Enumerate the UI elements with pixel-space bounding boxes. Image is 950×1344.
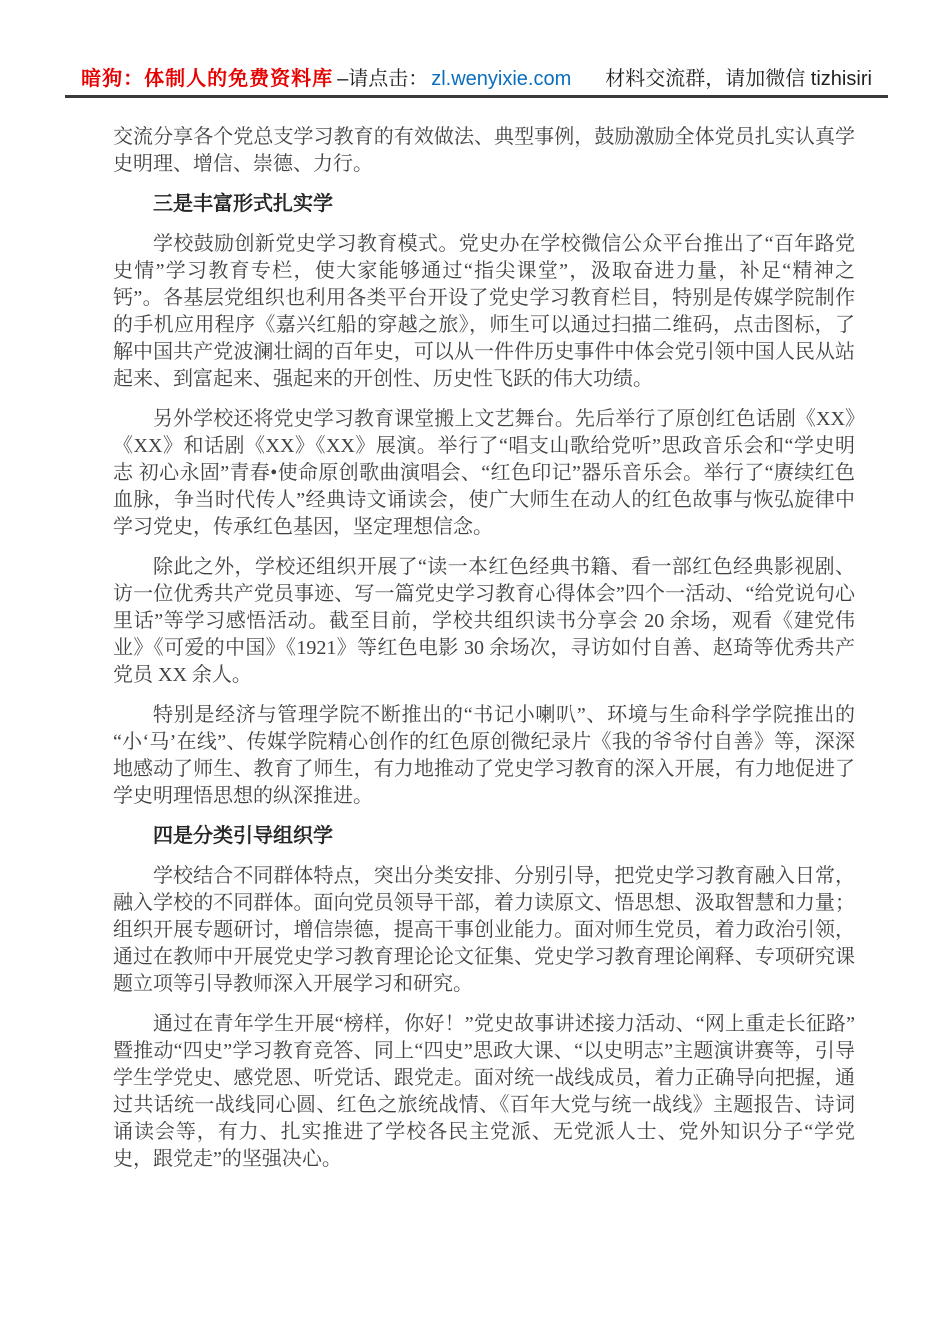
section-heading: 三是丰富形式扎实学 [153, 193, 333, 215]
header-wechat-note: 材料交流群，请加微信 tizhisiri [605, 68, 872, 90]
paragraph: 交流分享各个党总支学习教育的有效做法、典型事例，鼓励激励全体党员扎实认真学史明理、增信、崇德、力行。 [113, 126, 855, 175]
header-divider [65, 95, 888, 98]
header-brand-text: 暗狗：体制人的免费资料库 [81, 68, 334, 90]
paragraph: 学校结合不同群体特点，突出分类安排、分别引导，把党史学习教育融入日常，融入学校的不同群体。面向党员领导干部，着力读原文、悟思想、汲取智慧和力量；组织开展专题研讨，增信崇德，提高干事创业能力。面对师生党员，着力政治引领，通过在教师中开展党史学习教育理论论文征集、党史学习教育理论阐释、专项研究课题立项等引导教师深入开展学习和研究。 [113, 865, 855, 995]
paragraph: 学校鼓励创新党史学习教育模式。党史办在学校微信公众平台推出了“百年路党史情”学习教育专栏，使大家能够通过“指尖课堂”，汲取奋进力量，补足“精神之钙”。各基层党组织也利用各类平台开设了党史学习教育栏目，特别是传媒学院制作的手机应用程序《嘉兴红船的穿越之旅》，师生可以通过扫描二维码，点击图标，了解中国共产党波澜壮阔的百年史，可以从一件件历史事件中体会党引领中国人民从站起来、到富起来、强起来的开创性、历史性飞跃的伟大功绩。 [113, 233, 855, 390]
paragraph: 除此之外，学校还组织开展了“读一本红色经典书籍、看一部红色经典影视剧、访一位优秀共产党员事迹、写一篇党史学习教育心得体会”四个一活动、“给党说句心里话”等学习感悟活动。截至目前，学校共组织读书分享会 20 余场，观看《建党伟业》《可爱的中国》《1921》等红色电影 30 余场次，寻访如付自善、赵琦等优秀共产党员 XX 余人。 [113, 556, 855, 686]
section-heading: 四是分类引导组织学 [153, 825, 333, 847]
document-body [113, 124, 855, 1173]
paragraph: 特别是经济与管理学院不断推出的“书记小喇叭”、环境与生命科学学院推出的“小‘马’在线”、传媒学院精心创作的红色原创微纪录片《我的爷爷付自善》等，深深地感动了师生、教育了师生，有力地推动了党史学习教育的深入开展，有力地促进了学史明理悟思想的纵深推进。 [113, 704, 855, 807]
header-click-label: –请点击： [337, 68, 429, 90]
page-header [65, 66, 888, 92]
paragraph: 另外学校还将党史学习教育课堂搬上文艺舞台。先后举行了原创红色话剧《XX》《XX》和话剧《XX》《XX》展演。举行了“唱支山歌给党听”思政音乐会和“学史明志 初心永固”青春•使命原创歌曲演唱会、“红色印记”器乐音乐会。举行了“赓续红色血脉，争当时代传人”经典诗文诵读会，使广大师生在动人的红色故事与恢弘旋律中学习党史，传承红色基因，坚定理想信念。 [113, 408, 855, 538]
paragraph: 通过在青年学生开展“榜样，你好！”党史故事讲述接力活动、“网上重走长征路”暨推动“四史”学习教育竞答、同上“四史”思政大课、“以史明志”主题演讲赛等，引导学生学党史、感党恩、听党话、跟党走。面对统一战线成员，着力正确导向把握，通过共话统一战线同心圆、红色之旅统战情、《百年大党与统一战线》主题报告、诗词诵读会等，有力、扎实推进了学校各民主党派、无党派人士、党外知识分子“学党史，跟党走”的坚强决心。 [113, 1013, 855, 1170]
header-site-link[interactable]: zl.wenyixie.com [431, 68, 572, 90]
